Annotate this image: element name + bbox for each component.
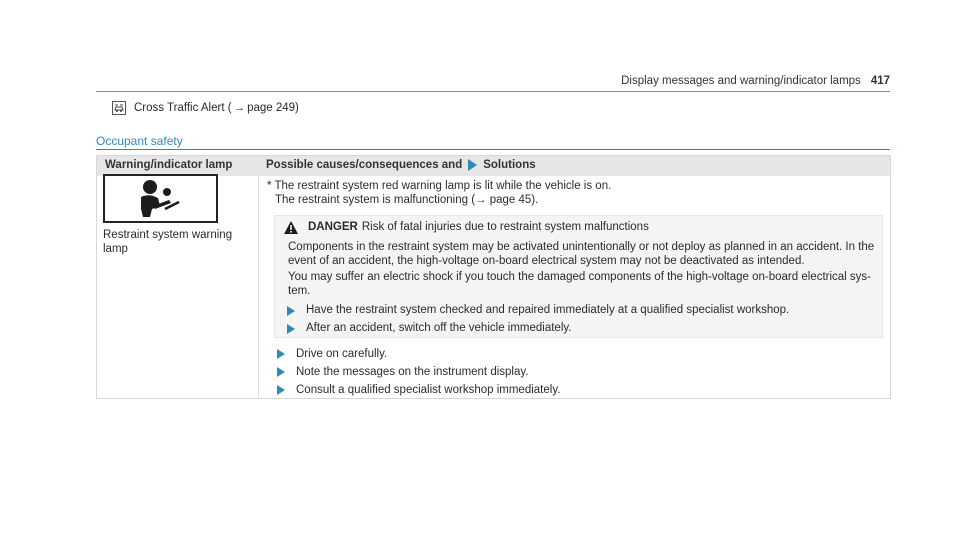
page-number: 417 bbox=[870, 75, 890, 87]
col-header-causes-text: Possible causes/consequences and bbox=[266, 159, 463, 171]
step-arrow-icon bbox=[277, 367, 285, 377]
col-header-lamp: Warning/indicator lamp bbox=[105, 159, 233, 171]
danger-label: DANGER bbox=[308, 221, 358, 233]
lamp-name bbox=[103, 228, 253, 256]
step-arrow-icon bbox=[287, 306, 295, 316]
step-arrow-icon bbox=[287, 324, 295, 334]
danger-paragraph-1: Components in the restraint system may be activated unintentionally or not deploy as planned in an accident. In the event of an accident, the high-voltage on-board electrical system may not be deactivated as intended. bbox=[288, 241, 875, 267]
danger-step-2 bbox=[287, 322, 571, 336]
section-title: Occupant safety bbox=[96, 134, 183, 148]
solution-step-1-text: Drive on carefully. bbox=[296, 348, 388, 360]
cross-traffic-text-pre: Cross Traffic Alert ( bbox=[134, 102, 232, 114]
page-ref-arrow: → bbox=[233, 102, 246, 114]
solution-arrow-icon bbox=[468, 159, 477, 171]
solution-step-2-text: Note the messages on the instrument display. bbox=[296, 366, 529, 378]
warning-triangle-icon bbox=[284, 221, 298, 234]
table-header bbox=[97, 156, 890, 176]
danger-box bbox=[274, 215, 883, 338]
solution-step-3 bbox=[277, 384, 560, 396]
danger-heading bbox=[284, 221, 649, 235]
step-arrow-icon bbox=[277, 385, 285, 395]
cause-line2: The restraint system is malfunctioning (→ page 45). bbox=[275, 193, 539, 206]
col-header-solutions-text: Solutions bbox=[483, 159, 536, 171]
page-header bbox=[621, 75, 890, 87]
warning-table bbox=[96, 155, 891, 399]
cross-traffic-page-link[interactable]: page 249) bbox=[247, 102, 299, 114]
cause-text bbox=[267, 180, 611, 207]
car-cross-traffic-icon bbox=[112, 101, 126, 115]
danger-step-2-text: After an accident, switch off the vehicle immediately. bbox=[306, 322, 572, 334]
col-header-causes bbox=[266, 159, 536, 171]
header-title: Display messages and warning/indicator lamps bbox=[621, 75, 861, 87]
danger-title: Risk of fatal injuries due to restraint system malfunctions bbox=[361, 221, 649, 233]
solution-step-2 bbox=[277, 366, 528, 378]
danger-paragraph-2: You may suffer an electric shock if you touch the damaged components of the high-voltage on-board electrical system. bbox=[288, 271, 872, 297]
airbag-warning-icon bbox=[103, 174, 218, 223]
lamp-name-line2: lamp bbox=[103, 243, 128, 255]
danger-step-1 bbox=[287, 304, 789, 318]
column-divider bbox=[258, 176, 259, 398]
solution-step-3-text: Consult a qualified specialist workshop immediately. bbox=[296, 384, 561, 396]
lamp-name-line1: Restraint system warning bbox=[103, 229, 233, 241]
step-arrow-icon bbox=[277, 349, 285, 359]
header-rule bbox=[96, 91, 890, 92]
section-rule bbox=[96, 149, 890, 150]
cause-line1: * The restraint system red warning lamp is lit while the vehicle is on. bbox=[267, 180, 612, 192]
cross-traffic-line bbox=[112, 101, 299, 115]
danger-step-1-text: Have the restraint system checked and repaired immediately at a qualified specialist workshop. bbox=[306, 304, 790, 316]
solution-step-1 bbox=[277, 348, 387, 360]
